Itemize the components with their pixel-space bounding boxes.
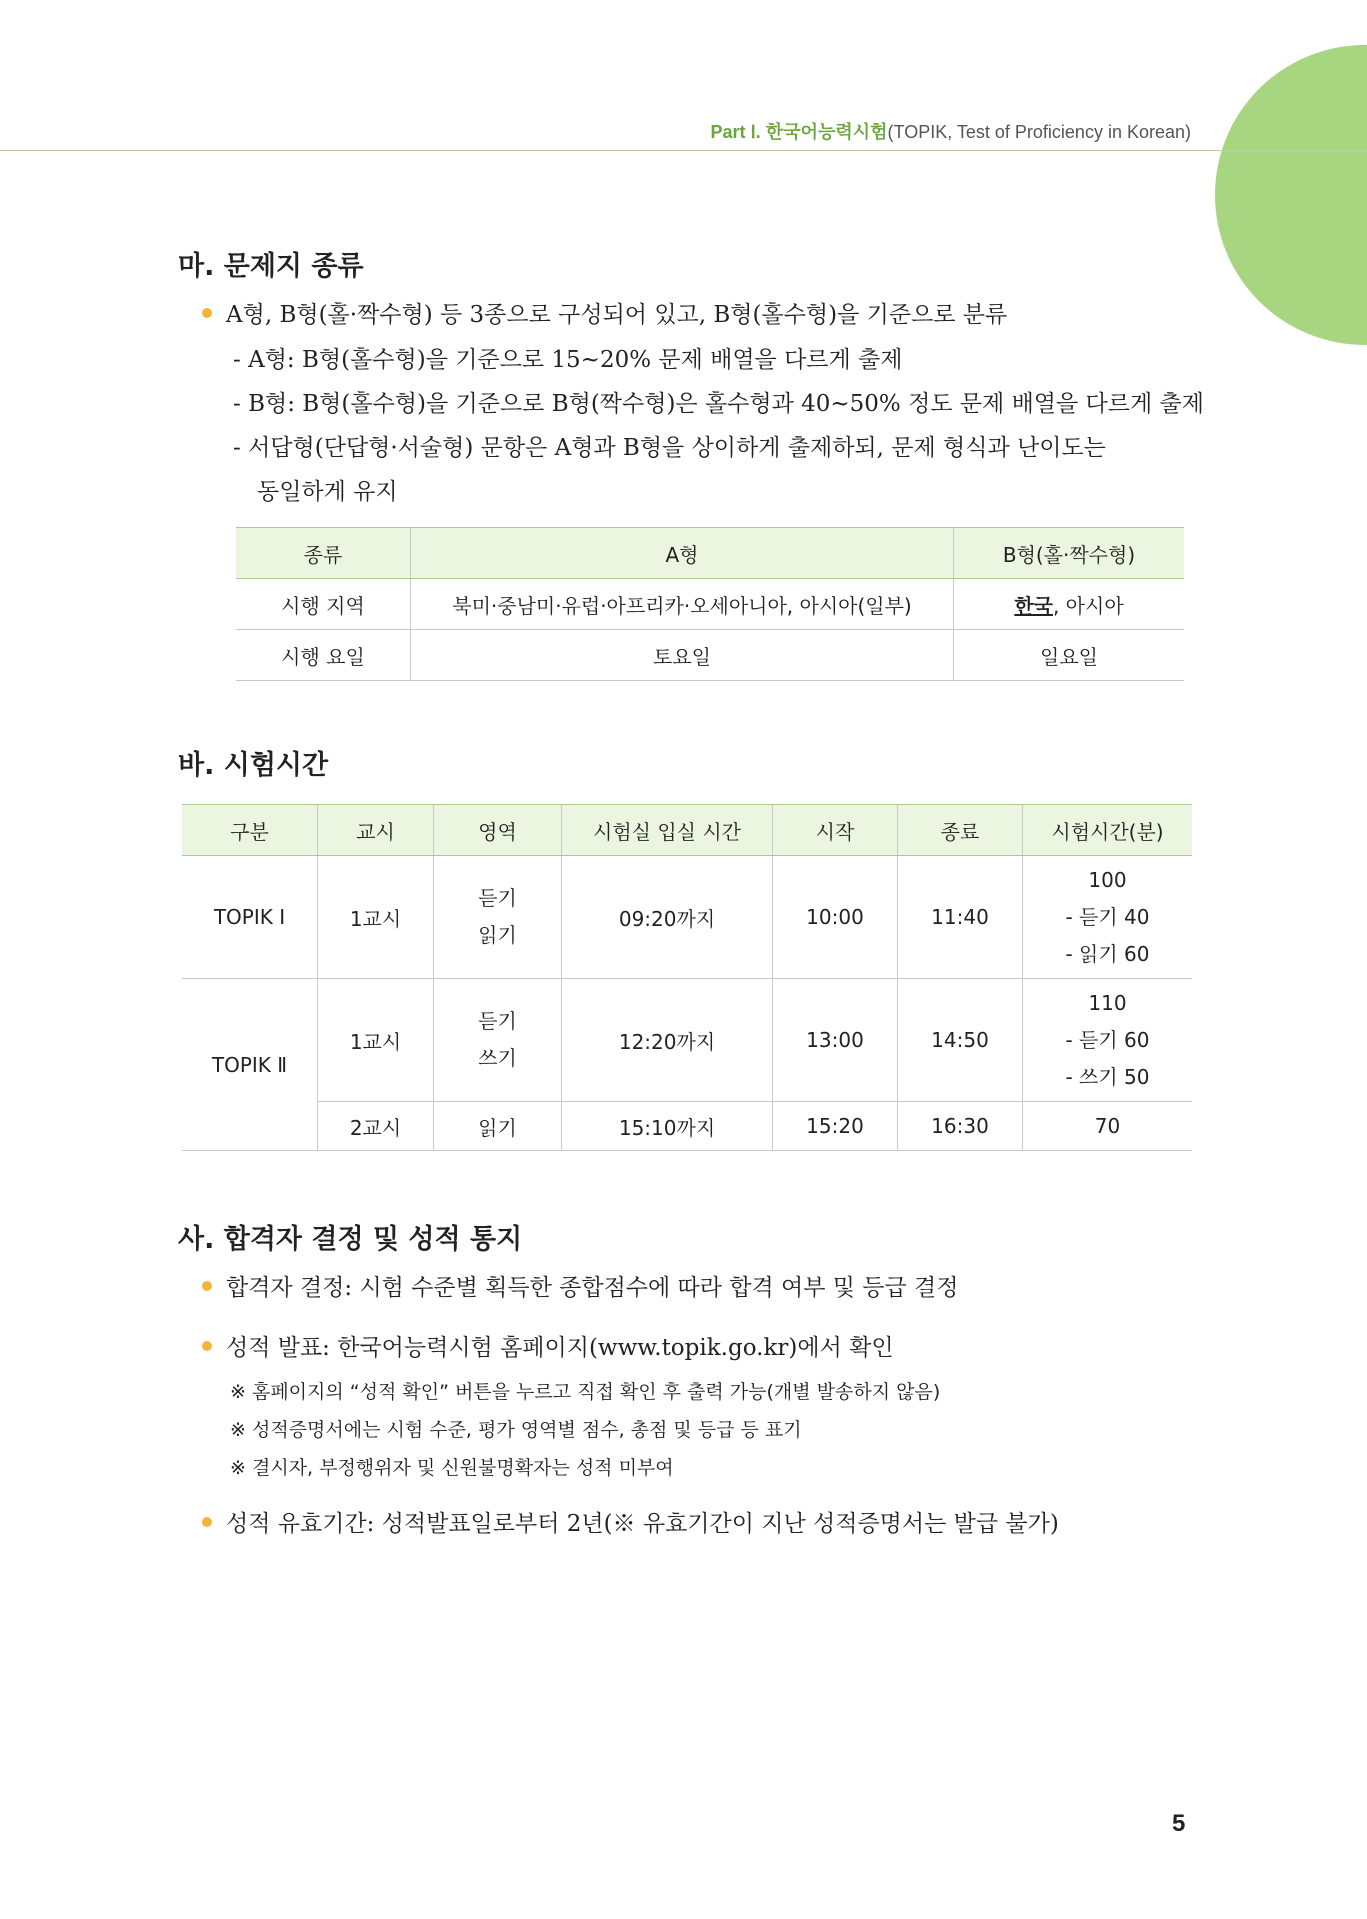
th-category: 구분 (182, 805, 318, 856)
th-a: A형 (411, 528, 954, 579)
duration-total: 110 (1088, 990, 1127, 1015)
area-listening: 듣기 (478, 886, 517, 910)
topik2-label: TOPIK Ⅱ (182, 979, 318, 1151)
sa-bullet-2: 성적 발표: 한국어능력시험 홈페이지(www.topik.go.kr)에서 확인 (226, 1335, 894, 1361)
ma-dash-3-cont: 동일하게 유지 (257, 479, 398, 505)
sa-note-1: ※ 홈페이지의 “성적 확인” 버튼을 누르고 직접 확인 후 출력 가능(개별 발송하지 않음) (230, 1381, 941, 1403)
topik2-p1-start: 13:00 (773, 979, 898, 1102)
topik2-p2-entry: 15:10까지 (562, 1102, 773, 1151)
bullet-dot (202, 1341, 212, 1351)
ma-dash-3: - 서답형(단답형·서술형) 문항은 A형과 B형을 상이하게 출제하되, 문제 형식과 난이도는 (233, 435, 1106, 461)
topik1-area (434, 856, 562, 979)
header-rule (0, 150, 1367, 151)
topik1-entry: 09:20까지 (562, 856, 773, 979)
section-title-sa: 사. 합격자 결정 및 성적 통지 (178, 1224, 523, 1255)
ma-dash-1: - A형: B형(홀수형)을 기준으로 15~20% 문제 배열을 다르게 출제 (233, 347, 903, 373)
duration-listening: - 듣기 40 (1065, 904, 1150, 929)
topik2-p2-duration: 70 (1023, 1102, 1193, 1151)
sa-bullet-3: 성적 유효기간: 성적발표일로부터 2년(※ 유효기간이 지난 성적증명서는 발급 불가) (226, 1511, 1059, 1537)
cell-b-rest: , 아시아 (1052, 593, 1124, 618)
table-row (182, 979, 1192, 1102)
table-row (236, 630, 1184, 681)
ma-dash-2: - B형: B형(홀수형)을 기준으로 B형(짝수형)은 홀수형과 40~50% 정도 문제 배열을 다르게 출제 (233, 391, 1204, 417)
topik1-label: TOPIK Ⅰ (182, 856, 318, 979)
area-reading: 읽기 (478, 923, 517, 947)
th-end: 종료 (898, 805, 1023, 856)
bullet-dot (202, 308, 212, 318)
cell-a-day: 토요일 (411, 630, 954, 681)
header-part: Part Ⅰ. 한국어능력시험 (710, 122, 888, 142)
duration-total: 100 (1088, 867, 1127, 892)
cell-b-day: 일요일 (954, 630, 1185, 681)
topik2-p1-area (434, 979, 562, 1102)
header-subtitle: (TOPIK, Test of Proficiency in Korean) (887, 122, 1191, 142)
area-writing: 쓰기 (478, 1046, 517, 1070)
row-label: 시행 지역 (236, 579, 411, 630)
area-listening: 듣기 (478, 1009, 517, 1033)
sa-bullet-1: 합격자 결정: 시험 수준별 획득한 종합점수에 따라 합격 여부 및 등급 결정 (226, 1275, 959, 1301)
row-label: 시행 요일 (236, 630, 411, 681)
exam-time-table (182, 804, 1192, 1151)
bullet-dot (202, 1517, 212, 1527)
running-header (710, 118, 1191, 144)
topik2-p2-period: 2교시 (318, 1102, 434, 1151)
table-row (236, 579, 1184, 630)
table-header-row (236, 528, 1184, 579)
duration-writing: - 쓰기 50 (1065, 1064, 1150, 1089)
topik2-p1-period: 1교시 (318, 979, 434, 1102)
ma-bullet-text: A형, B형(홀·짝수형) 등 3종으로 구성되어 있고, B형(홀수형)을 기준으로 분류 (226, 302, 1008, 328)
th-start: 시작 (773, 805, 898, 856)
section-title-ma: 마. 문제지 종류 (178, 251, 364, 282)
topik1-end: 11:40 (898, 856, 1023, 979)
topik2-p1-entry: 12:20까지 (562, 979, 773, 1102)
topik1-start: 10:00 (773, 856, 898, 979)
duration-reading: - 읽기 60 (1065, 941, 1150, 966)
topik1-duration (1023, 856, 1193, 979)
th-type: 종류 (236, 528, 411, 579)
table-row (182, 1102, 1192, 1151)
sa-note-3: ※ 결시자, 부정행위자 및 신원불명확자는 성적 미부여 (230, 1457, 674, 1479)
korea-underline: 한국 (1014, 593, 1053, 618)
table-row (182, 856, 1192, 979)
th-period: 교시 (318, 805, 434, 856)
topik2-p1-duration (1023, 979, 1193, 1102)
th-entry: 시험실 입실 시간 (562, 805, 773, 856)
corner-decoration (1215, 45, 1367, 345)
th-duration: 시험시간(분) (1023, 805, 1193, 856)
sa-note-2: ※ 성적증명서에는 시험 수준, 평가 영역별 점수, 총점 및 등급 등 표기 (230, 1419, 802, 1441)
topik2-p1-end: 14:50 (898, 979, 1023, 1102)
th-b: B형(홀·짝수형) (954, 528, 1185, 579)
th-area: 영역 (434, 805, 562, 856)
page-number: 5 (1172, 1810, 1186, 1837)
cell-a-region: 북미·중남미·유럽·아프리카·오세아니아, 아시아(일부) (411, 579, 954, 630)
section-title-ba: 바. 시험시간 (178, 750, 329, 781)
topik1-period: 1교시 (318, 856, 434, 979)
topik2-p2-area: 읽기 (434, 1102, 562, 1151)
topik2-p2-end: 16:30 (898, 1102, 1023, 1151)
table-header-row (182, 805, 1192, 856)
bullet-dot (202, 1281, 212, 1291)
duration-listening: - 듣기 60 (1065, 1027, 1150, 1052)
form-type-table (236, 527, 1184, 681)
cell-b-region (954, 579, 1185, 630)
topik2-p2-start: 15:20 (773, 1102, 898, 1151)
